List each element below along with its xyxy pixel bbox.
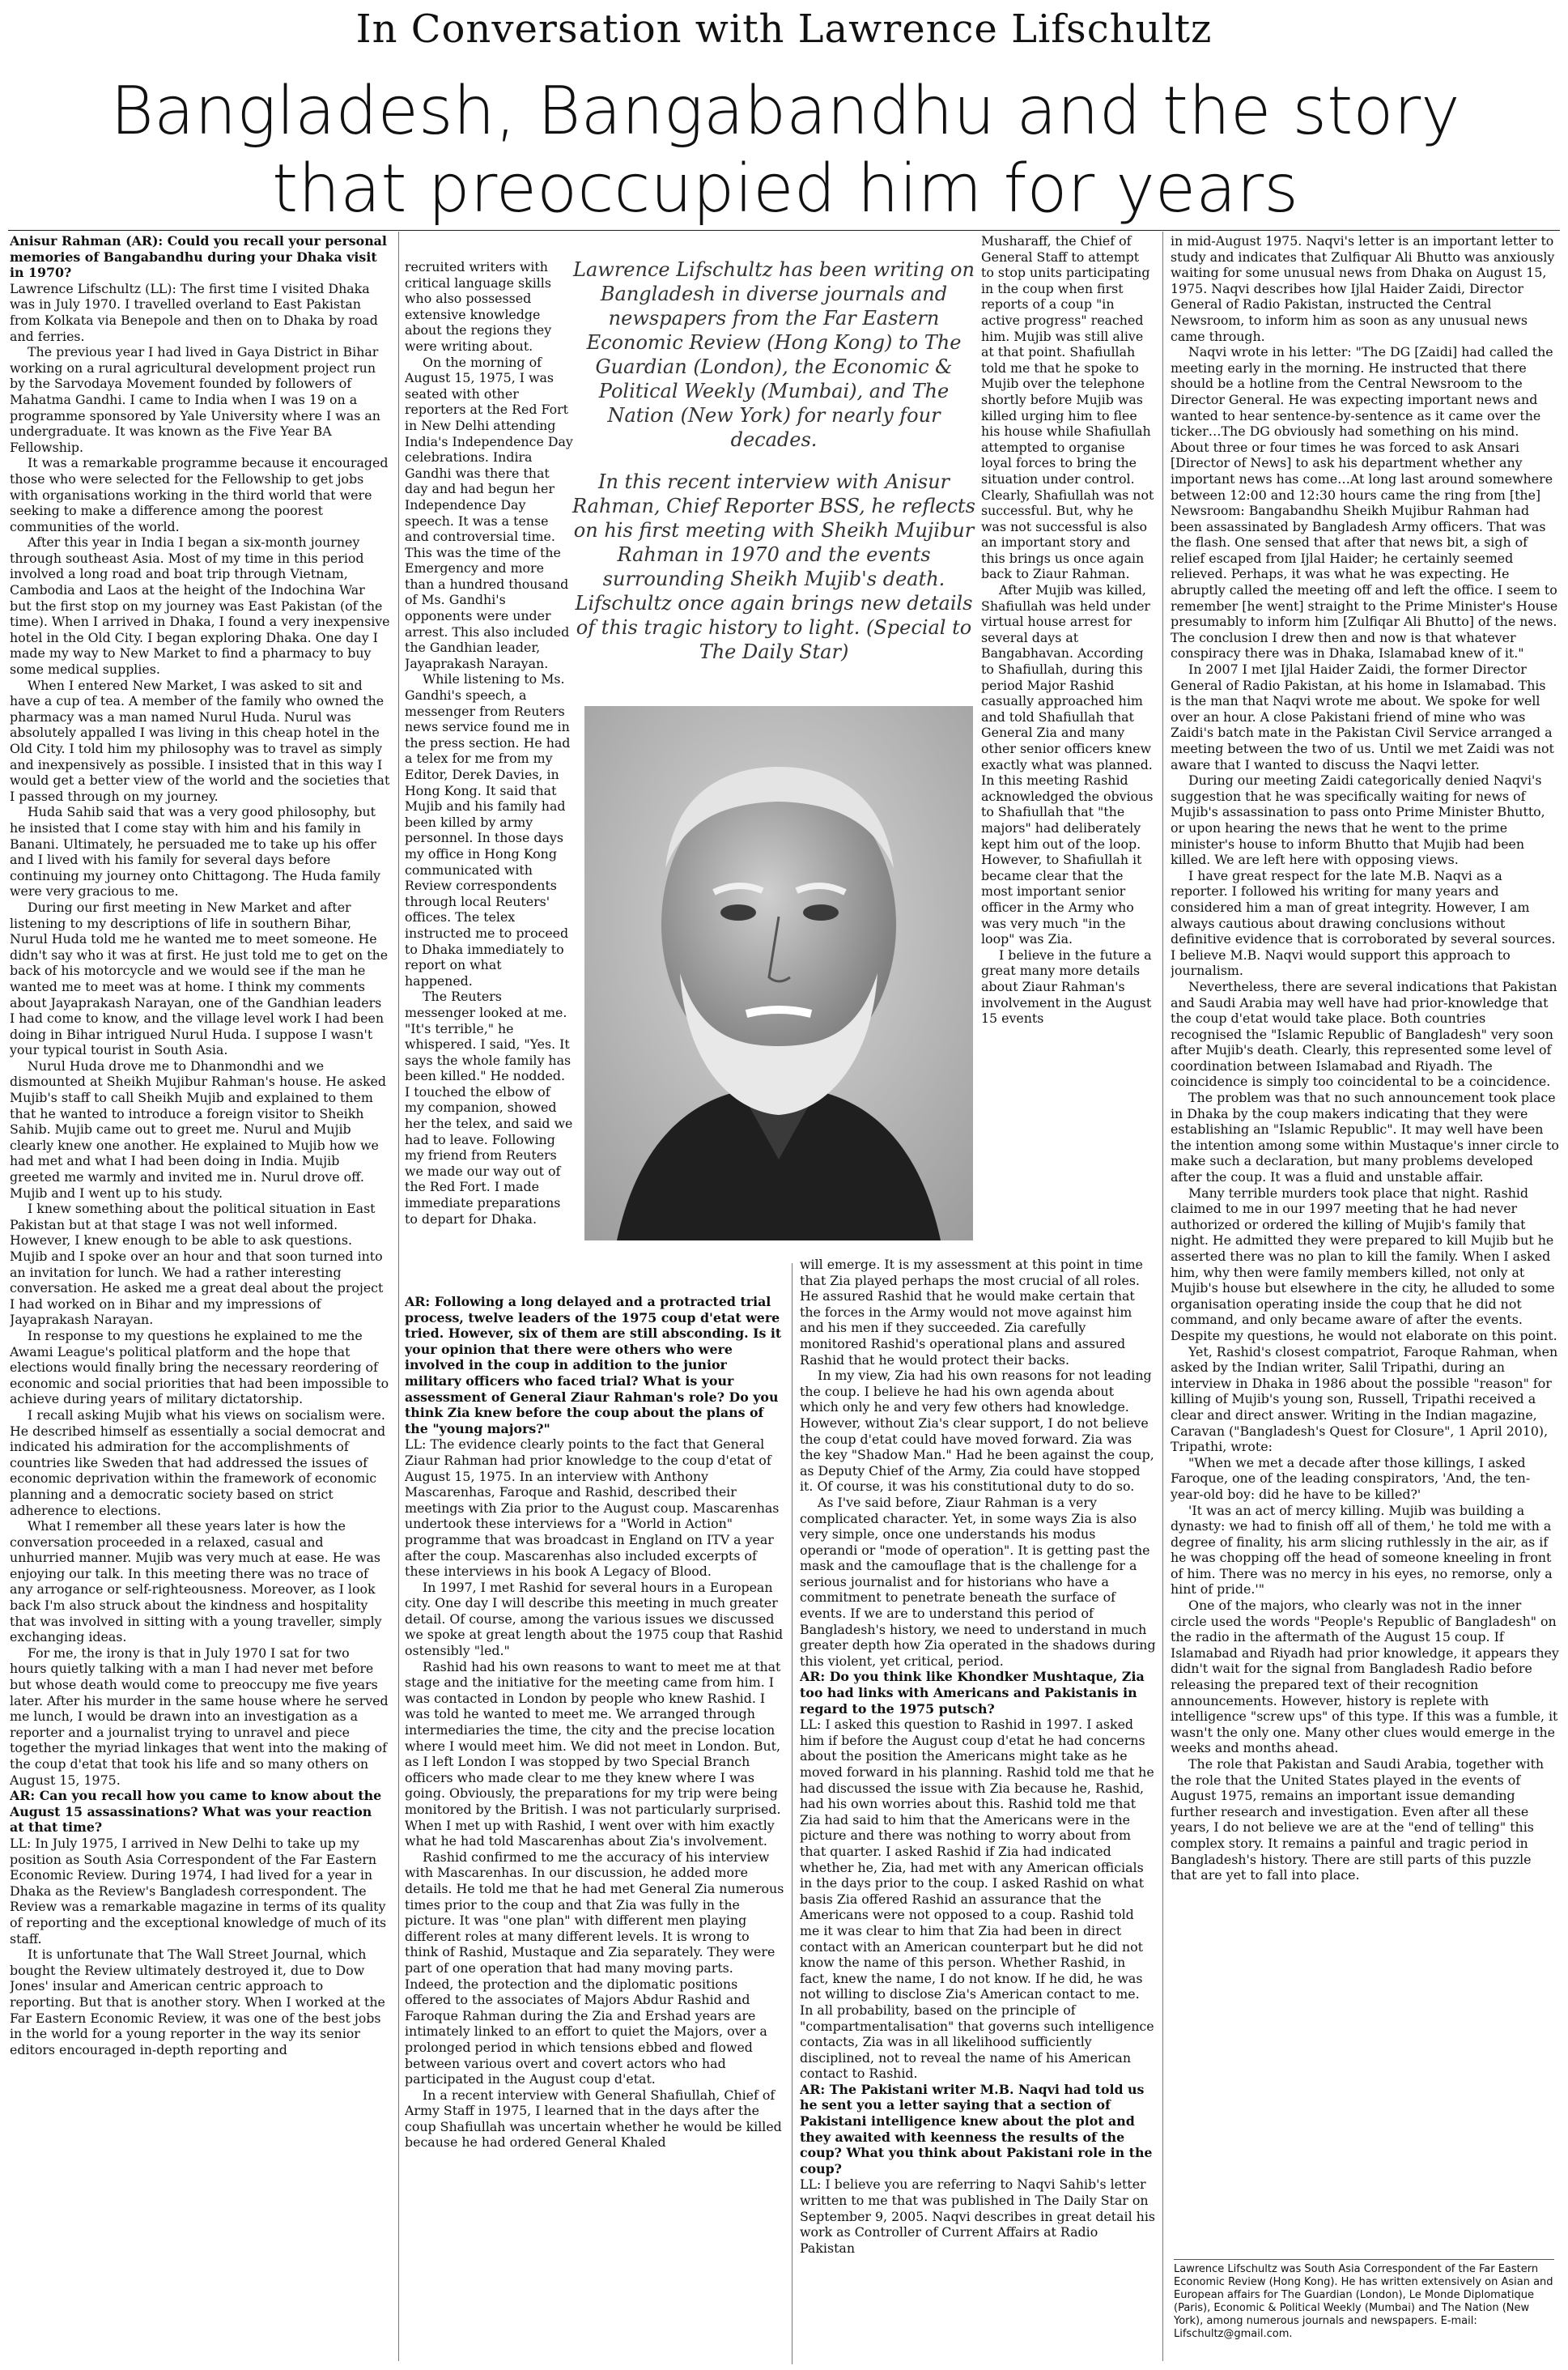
portrait-illustration [584,706,973,1240]
paragraph: In 2007 I met Ijlal Haider Zaidi, the former Director General of Radio Pakistan, at his home in Islamabad. This is the man that Naqvi wrote me about. We spoke for well over an hour. A close Pakistani friend of mine who was Zaidi's batch mate in the Pakistan Civil Service arranged a meeting between the two of us. Until we met Zaidi was not aware that I wanted to discuss the Naqvi letter. [1171,662,1554,772]
paragraph: It was a remarkable programme because it encouraged those who were selected for the Fellowship to get jobs with organisations working in the third world that were seeking to make a difference among the poorest communities of the world. [10,455,389,534]
paragraph: After this year in India I began a six-month journey through southeast Asia. Most of my time in this period involved a long road and boat trip through Vietnam, Cambodia and Laos at the height of the Indochina War but the first stop on my journey was East Pakistan (of the time). When I arrived in Dhaka, I found a very inexpensive hotel in the Old City. I began exploring Dhaka. One day I made my way to New Market to find a pharmacy to buy some medical supplies. [10,534,390,678]
paragraph: While listening to Ms. Gandhi's speech, a messenger from Reuters news service found me in the press section. He had a telex for me from my Editor, Derek Davies, in Hong Kong. It said that Mujib and his family had been killed by army personnel. In those days my office in Hong Kong communicated with Review correspondents through local Reuters' offices. The telex instructed me to proceed to Dhaka immediately to report on what happened. [405,671,571,989]
paragraph: 'It was an act of mercy killing. Mujib was building a dynasty: we had to finish off all of them,' he told me with a degree of finality, his arm slicing ruthlessly in the air, as if he was chopping off the head of someone kneeling in front of him. There was no mercy in his eyes, no remorse, only a hint of pride.'" [1171,1502,1553,1598]
paragraph: in mid-August 1975. Naqvi's letter is an important letter to study and indicates that Zulfiquar Ali Bhutto was anxiously waiting for some unusual news from Dhaka on August 15, 1975. Naqvi describes how Ijlal Haider Zaidi, Director General of Radio Pakistan, instructed the Central Newsroom, to inform him as soon as any unusual news came through. [1171,233,1555,344]
paragraph: LL: I believe you are referring to Naqvi Sahib's letter written to me that was published in The Daily Star on September 9, 2005. Naqvi describes in great detail his work as Controller of Current Affairs at Radio Pakistan [800,2176,1156,2256]
intro-deck [563,257,984,682]
column-5 [1171,233,1559,2253]
portrait-photo [584,706,973,1240]
paragraph: will emerge. It is my assessment at this point in time that Zia played perhaps the most crucial of all roles. He assured Rashid that he would make certain that the forces in the Army would not move against him and his men if they succeeded. Zia carefully monitored Rashid's operational plans and assured Rashid that he would protect their backs. [800,1257,1143,1368]
paragraph: After Mujib was killed, Shafiullah was held under virtual house arrest for several days at Bangabhavan. According to Shafiullah, during this period Major Rashid casually approached him and told Shafiullah that General Zia and many other senior officers knew exactly what was planned. In this meeting Rashid acknowledged the obvious to Shafiullah that "the majors" had deliberately kept him out of the loop. However, to Shafiullah it became clear that the most important senior officer in the Army who was very much "in the loop" was Zia. [981,582,1154,947]
paragraph: In a recent interview with General Shafiullah, Chief of Army Staff in 1975, I learned that in the days after the coup Shafiullah was uncertain whether he would be killed because he had ordered General Khaled [405,2087,782,2151]
paragraph: The role that Pakistan and Saudi Arabia, together with the role that the United States played in the events of August 1975, remains an important issue demanding further research and investigation. Even after all these years, I do not believe we are at the "end of telling" this complex story. It remains a painful and tragic period in Bangladesh's history. There are still parts of this puzzle that are yet to fall into place. [1171,1756,1545,1883]
paragraph: Anisur Rahman (AR): Could you recall your personal memories of Bangabandhu during your Dhaka visit in 1970? [10,233,387,281]
paragraph: I recall asking Mujib what his views on socialism were. He described himself as essentially a social democrat and indicated his admiration for the accomplishments of countries like Sweden that had addressed the issues of economic deprivation within the framework of economic planning and a democratic society based on strict adherence to elections. [10,1406,386,1518]
paragraph: recruited writers with critical language skills who also possessed extensive knowledge about the regions they were writing about. [405,259,552,354]
paragraph: I have great respect for the late M.B. Naqvi as a reporter. I followed his writing for many years and considered him a man of great integrity. However, I am always cautious about drawing conclusions without definitive evidence that is corroborated by several sources. I believe M.B. Naqvi would support this approach to journalism. [1171,867,1556,979]
column-divider [1162,232,1163,2361]
intro-paragraph-1: Lawrence Lifschultz has been writing on Bangladesh in diverse journals and newspapers from the Far Eastern Economic Review (Hong Kong) to The Guardian (London), the Economic & Political Weekly (Mumbai), and The Nation (New York) for nearly four decades. [573,258,975,451]
paragraph: AR: Do you think like Khondker Mushtaque, Zia too had links with Americans and Pakistanis in regard to the 1975 putsch? [800,1669,1145,1717]
intro-paragraph-2: In this recent interview with Anisur Rahman, Chief Reporter BSS, he reflects on his first meeting with Sheikh Mujibur Rahman in 1970 and the events surrounding Sheikh Mujib's death. Lifschultz once again brings new details of this tragic history to light. (Special to The Daily Star) [572,470,975,663]
paragraph: The Reuters messenger looked at me. "It's terrible," he whispered. I said, "Yes. It says the whole family has been killed." He nodded. I touched the elbow of my companion, showed her the telex, and said we had to leave. Following my friend from Reuters we made our way out of the Red Fort. I made immediate preparations to depart for Dhaka. [405,989,573,1227]
column-1 [10,233,390,2364]
paragraph: Naqvi wrote in his letter: "The DG [Zaidi] had called the meeting early in the morning. He instructed that there should be a hotline from the Central Newsroom to the Director General. He was expecting important news and wanted to hear sentence-by-sentence as it came over the ticker…The DG obviously had something on his mind. About three or four times he was forced to ask Ansari [Director of News] to ask his department whether any important news has come…At long last around somewhere between 12:00 and 12:30 hours came the ring from [the] Newsroom: Bangabandhu Sheikh Mujibur Rahman had been assassinated by Bangladesh Army officers. That was the flash. One sensed that after that news bit, a sigh of relief escaped from Ijlal Haider; he certainly seemed relieved. Perhaps, it was what he was expecting. He abruptly called the meeting off and left the office. I seem to remember [he went] straight to the Prime Minister's House presumably to inform him [Zulfiqar Ali Bhutto] of the news. The conclusion I drew then and now is that whatever conspiracy there was in Dhaka, Islamabad knew of it." [1171,344,1558,662]
author-bio: Lawrence Lifschultz was South Asia Correspondent of the Far Eastern Economic Review (Hong Kong). He has written extensively on Asian and European affairs for The Guardian (London), Le Monde Diplomatique (Paris), Economic & Political Weekly (Mumbai) and The Nation (New York), among numerous journals and newspapers. E-mail: Lifschultz@gmail.com. [1174,2259,1554,2341]
paragraph: The problem was that no such announcement took place in Dhaka by the coup makers indicating that they were establishing an "Islamic Republic". It may well have been the intention among some within Mustaque's inner circle to make such a declaration, but many problems developed after the coup. It was a fluid and unstable affair. [1171,1090,1559,1185]
paragraph: The previous year I had lived in Gaya District in Bihar working on a rural agricultural development project run by the Sarvodaya Movement founded by followers of Mahatma Gandhi. I came to India when I was 19 on a programme sponsored by Yale University where I was an undergraduate. It was known as the Five Year BA Fellowship. [10,344,380,455]
paragraph: LL: The evidence clearly points to the fact that General Ziaur Rahman had prior knowledge to the coup d'etat of August 15, 1975. In an interview with Anthony Mascarenhas, Faroque and Rashid, described their meetings with Zia prior to the August coup. Mascarenhas undertook these interviews for a "World in Action" programme that was broadcast in England on ITV a year after the coup. Mascarenhas also included excerpts of these interviews in his book A Legacy of Blood. [405,1436,780,1580]
paragraph: I knew something about the political situation in East Pakistan but at that stage I was not well informed. However, I knew enough to be able to ask questions. Mujib and I spoke over an hour and that soon turned into an invitation for lunch. We had a rather interesting conversation. He asked me a great deal about the project I had worked on in Bihar and my impressions of Jayaprakash Narayan. [10,1201,384,1328]
column-divider [398,232,399,2361]
paragraph: Rashid confirmed to me the accuracy of his interview with Mascarenhas. In our discussion, he added more details. He told me that he had met General Zia numerous times prior to the coup and that Zia was fully in the picture. It was "one plan" with different men playing different roles at many different levels. It is wrong to think of Rashid, Mustaque and Zia separately. They were part of one operation that had many moving parts. Indeed, the protection and the diplomatic positions offered to the associates of Majors Abdur Rashid and Faroque Rahman during the Zia and Ershad years are intimately linked to an effort to quiet the Majors, over a prolonged period in which tensions ebbed and flowed between various overt and covert actors who had participated in the August coup d'etat. [405,1849,784,2087]
paragraph: Huda Sahib said that was a very good philosophy, but he insisted that I come stay with him and his family in Banani. Ultimately, he persuaded me to take up his offer and I lived with his family for several days before continuing my journey onto Chittagong. The Huda family were very gracious to me. [10,804,380,900]
paragraph: In 1997, I met Rashid for several hours in a European city. One day I will describe this meeting in much greater detail. Of course, among the various issues we discussed we spoke at great length about the 1975 coup that Rashid ostensibly "led." [405,1579,784,1659]
paragraph: In response to my questions he explained to me the Awami League's political platform and the hope that elections would finally bring the necessary reordering of economic and social priorities that had been impossible to achieve during years of military dictatorship. [10,1327,389,1407]
paragraph: AR: Can you recall how you came to know about the August 15 assassinations? What was your reaction at that time? [10,1788,382,1836]
paragraph: AR: The Pakistani writer M.B. Naqvi had told us he sent you a letter saying that a section of Pakistani intelligence knew about the plot and they awaited with keenness the results of the coup? What you think about Pakistani role in the coup? [800,2081,1153,2176]
paragraph: When I entered New Market, I was asked to sit and have a cup of tea. A member of the family who owned the pharmacy was a man named Nurul Huda. Nurul was absolutely appalled I was living in this cheap hotel in the Old City. I told him my philosophy was to travel as simply and inexpensively as possible. I insisted that in this way I would get a better view of the world and the societies that I passed through on my journey. [10,677,390,804]
headline: Bangladesh, Bangabandhu and the story that preoccupied him for years [110,73,1460,228]
column-3 [981,233,1155,1255]
paragraph: What I remember all these years later is how the conversation proceeded in a relaxed, casual and unhurried manner. Mujib was very much at ease. He was enjoying our talk. In this meeting there was no trace of any arrogance or self-righteousness. Moreover, as I look back I'm also struck about the kindness and hospitality that was involved in sitting with a young traveller, simply exchanging ideas. [10,1518,382,1645]
paragraph: Many terrible murders took place that night. Rashid claimed to me in our 1997 meeting that he had never authorized or ordered the killing of Mujib's family that night. He admitted they were prepared to kill Mujib but he asserted there was no plan to kill the family. When I asked him, why then were family members killed, not only at Mujib's house but elsewhere in the city, he alluded to some organisation operating inside the coup that he did not command, and only became aware of after the events. Despite my questions, he would not elaborate on this point. [1171,1185,1557,1343]
column-wide-left [405,1294,785,2364]
paragraph: On the morning of August 15, 1975, I was seated with other reporters at the Red Fort in New Delhi attending India's Independence Day celebrations. Indira Gandhi was there that day and had begun her Independence Day speech. It was a tense and controversial time. This was the time of the Emergency and more than a hundred thousand of Ms. Gandhi's opponents were under arrest. This also included the Gandhian leader, Jayaprakash Narayan. [405,354,573,671]
paragraph: During our first meeting in New Market and after listening to my descriptions of life in southern Bihar, Nurul Huda told me he wanted me to meet someone. He didn't say who it was at first. He just told me to get on the back of his motorcycle and we would see if the man he wanted me to meet was at home. I think my comments about Jayaprakash Narayan, one of the Gandhian leaders I had come to know, and the village level work I had been doing in Bihar intrigued Nurul Huda. I suppose I wasn't your typical tourist in South Asia. [10,899,389,1058]
paragraph: Lawrence Lifschultz (LL): The first time I visited Dhaka was in July 1970. I travelled overland to East Pakistan from Kolkata via Benepole and then on to Dhaka by road and ferries. [10,280,378,344]
paragraph: Nevertheless, there are several indications that Pakistan and Saudi Arabia may well have had prior-knowledge that the coup d'etat would take place. Both countries recognised the "Islamic Republic of Bangladesh" very soon after Mujib's death. Clearly, this represented some level of coordination between Islamabad and Riyadh. The coincidence is simply too coincidental to be a coincidence. [1171,978,1557,1090]
paragraph: LL: In July 1975, I arrived in New Delhi to take up my position as South Asia Correspondent of the Far Eastern Economic Review. During 1974, I had lived for a year in Dhaka as the Review's Bangladesh correspondent. The Review was a remarkable magazine in terms of its quality of reporting and the exceptional knowledge of much of its staff. [10,1835,387,1947]
paragraph: Musharaff, the Chief of General Staff to attempt to stop units participating in the coup when first reports of a coup "in active progress" reached him. Mujib was still alive at that point. Shafiullah told me that he spoke to Mujib over the telephone shortly before Mujib was killed urging him to flee his house while Shafiullah attempted to organise loyal forces to bring the situation under control. Clearly, Shafiullah was not successful. But, why he was not successful is also an important story and this brings us once again back to Ziaur Rahman. [981,233,1154,582]
paragraph: I believe in the future a great many more details about Ziaur Rahman's involvement in the August 15 events [981,947,1152,1027]
headline-rule [8,230,1560,231]
paragraph: For me, the irony is that in July 1970 I sat for two hours quietly talking with a man I had never met before but whose death would come to preoccupy me five years later. After his murder in the same house where he served me lunch, I would be drawn into an investigation as a reporter and a journalist trying to unravel and piece together the myriad linkages that went into the making of the coup d'etat that took his life and so many others on August 15, 1975. [10,1645,389,1788]
paragraph: During our meeting Zaidi categorically denied Naqvi's suggestion that he was specifically waiting for news of Mujib's assassination to pass onto Prime Minister Bhutto, or upon hearing the news that he went to the prime minister's house to inform Bhutto that Mujib had been killed. We are left here with opposing views. [1171,772,1545,868]
paragraph: LL: I asked this question to Rashid in 1997. I asked him if before the August coup d'etat he had concerns about the position the Americans might take as he moved forward in his planning. Rashid told me that he had discussed the issue with Zia because he, Rashid, had his own worries about this. Rashid told me that Zia had said to him that the Americans were in the picture and there was nothing to worry about from that quarter. I asked Rashid if Zia had indicated whether he, Zia, had met with any American officials in the days prior to the coup. I asked Rashid on what basis Zia offered Rashid an assurance that the Americans were not opposed to a coup. Rashid told me it was clear to him that Zia had been in direct contact with an American counterpart but he did not know the name of this person. Whether Rashid, in fact, knew the name, I do not know. If he did, he was not willing to disclose Zia's American contact to me. In all probability, based on the principle of "compartmentalisation" that governs such intelligence contacts, Zia was in all likelihood sufficiently disciplined, not to reveal the name of his American contact to Rashid. [800,1717,1154,2082]
paragraph: As I've said before, Ziaur Rahman is a very complicated character. Yet, in some ways Zia is also very simple, once one understands his modus operandi or "mode of operation". It is getting past the mask and the camouflage that is the challenge for a serious journalist and for historians who have a commitment to penetrate beneath the surface of events. If we are to understand this period of Bangladesh's history, we need to understand in much greater depth how Zia operated in the shadows during this violent, yet critical, period. [800,1494,1156,1669]
paragraph: "When we met a decade after those killings, I asked Faroque, one of the leading conspirators, 'And, the ten-year-old boy: did he have to be killed?' [1171,1454,1531,1502]
column-wide-right [800,1257,1156,2364]
kicker: In Conversation with Lawrence Lifschultz [355,6,1213,52]
paragraph: It is unfortunate that The Wall Street Journal, which bought the Review ultimately destroyed it, due to Dow Jones' insular and American centric approach to reporting. But that is another story. When I worked at the Far Eastern Economic Review, it was one of the best jobs in the world for a young reporter in the way its senior editors encouraged in-depth reporting and [10,1947,385,2057]
paragraph: In my view, Zia had his own reasons for not leading the coup. I believe he had his own agenda about which only he and very few others had knowledge. However, without Zia's clear support, I do not believe the coup d'etat could have moved forward. Zia was the key "Shadow Man." Had he been against the coup, as Deputy Chief of the Army, Zia could have stopped it. Of course, it was his constitutional duty to do so. [800,1368,1154,1495]
paragraph: Rashid had his own reasons to want to meet me at that stage and the initiative for the meeting came from him. I was contacted in London by people who knew Rashid. I was told he wanted to meet me. We arranged through intermediaries the time, the city and the precise location where I would meet him. We did not meet in London. But, as I left London I was stopped by two Special Branch officers who made clear to me they knew where I was going. Obviously, the preparations for my trip were being monitored by the British. I was not particularly surprised. When I met up with Rashid, I went over with him exactly what he had told Mascarenhas about Zia's involvement. [405,1658,781,1849]
paragraph: Nurul Huda drove me to Dhanmondhi and we dismounted at Sheikh Mujibur Rahman's house. He asked Mujib's staff to call Sheikh Mujib and explained to them that he wanted to introduce a foreign visitor to Sheikh Sahib. Mujib came out to greet me. Nurul and Mujib clearly knew one another. He explained to Mujib how we had met and what I had been doing in India. Mujib greeted me warmly and invited me in. Nurul drove off. Mujib and I went up to his study. [10,1057,386,1201]
paragraph: One of the majors, who clearly was not in the inner circle used the words "People's Republic of Bangladesh" on the radio in the aftermath of the August 15 coup. If Islamabad and Riyadh had prior knowledge, it appears they didn't wait for the signal from Bangladesh Radio before releasing the prepared text of their recognition announcements. However, history is replete with intelligence "screw ups" of this type. If this was a fumble, it wasn't the only one. Many other clues would emerge in the weeks and months ahead. [1171,1598,1559,1756]
column-2 [405,259,573,1287]
paragraph: Yet, Rashid's closest compatriot, Faroque Rahman, when asked by the Indian writer, Salil Tripathi, during an interview in Dhaka in 1986 about the possible "reason" for killing of Mujib's young son, Russell, Tripathi received a clear and direct answer. Writing in the Indian magazine, Caravan ("Bangladesh's Quest for Closure", 1 April 2010), Tripathi, wrote: [1171,1343,1558,1455]
paragraph: AR: Following a long delayed and a protracted trial process, twelve leaders of the 1975 coup d'etat were tried. However, six of them are still absconding. Is it your opinion that there were others who were involved in the coup in addition to the junior military officers who faced trial? What is your assessment of General Ziaur Rahman's role? Do you think Zia knew before the coup about the plans of the "young majors?" [405,1294,782,1436]
